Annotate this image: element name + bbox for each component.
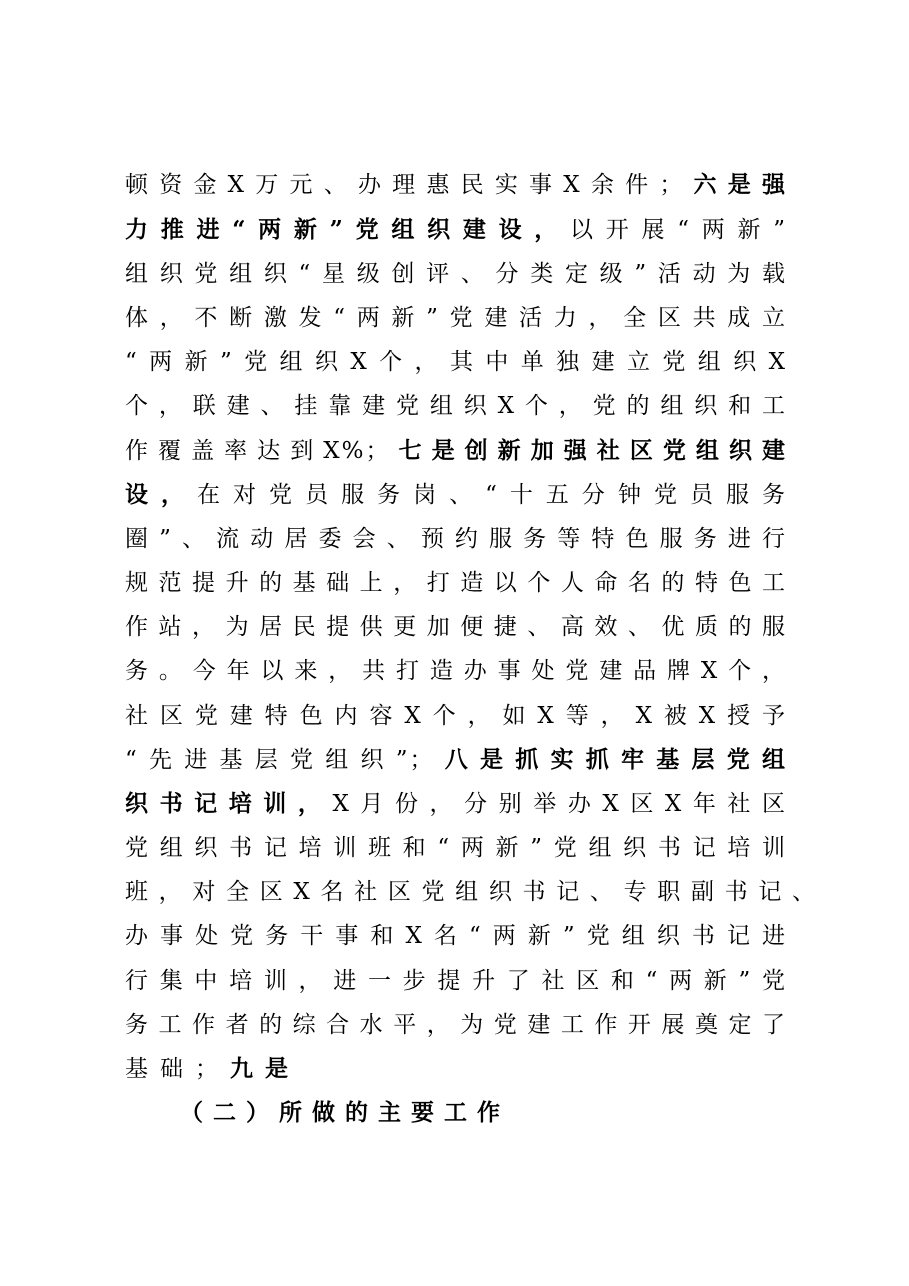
paragraph-line [125,872,817,912]
text-segment: 圈”、流动居委会、预约服务等特色服务进行 [125,526,787,552]
text-segment: 班，对全区X名社区党组织书记、专职副书记、 [125,879,817,905]
text-segment: 体，不断激发“两新”党建活力，全区共成立 [125,305,787,331]
text-segment: 顿资金X万元、办理惠民实事X余件； [125,172,685,198]
paragraph-line [125,651,787,691]
bold-text-segment: 七是创新加强社区党组织建 [390,437,787,464]
bold-text-segment: 织书记培训， [125,790,333,817]
paragraph-line [125,431,787,471]
text-segment: 在对党员服务岗、“十五分钟党员服务 [197,482,787,508]
text-segment: 务工作者的综合水平，为党建工作开展奠定了 [125,1012,787,1038]
paragraph-line [125,298,787,338]
paragraph-line [125,916,787,956]
bold-text-segment: 八是抓实抓牢基层党组 [434,746,787,773]
paragraph-line [125,165,787,205]
section-heading: （二）所做的主要工作 [180,1099,510,1126]
paragraph-line [125,961,787,1001]
paragraph-line [125,1049,787,1089]
text-segment: 行集中培训，进一步提升了社区和“两新”党 [125,968,787,994]
text-segment: 作站，为居民提供更加便捷、高效、优质的服 [125,614,787,640]
paragraph-line [125,254,787,294]
bold-text-segment: 力推进“两新”党组织建设， [125,216,571,243]
text-segment: 规范提升的基础上，打造以个人命名的特色工 [125,570,787,596]
paragraph-line [125,696,787,736]
paragraph-line [125,607,787,647]
text-segment: 个，联建、挂靠建党组织X个，党的组织和工 [125,393,787,419]
paragraph-line [125,1005,787,1045]
text-segment: 社区党建特色内容X个，如X等，X被X授予 [125,703,787,729]
bold-text-segment: 六是强 [684,171,787,198]
paragraph-line [125,740,787,780]
bold-text-segment: 设， [125,481,198,508]
paragraph-line [125,828,787,868]
bold-text-segment: 九是 [230,1055,300,1082]
text-segment: 组织党组织“星级创评、分类定级”活动为载 [125,261,787,287]
text-segment: 基础； [125,1056,230,1082]
paragraph-line [125,342,787,382]
text-segment: 作覆盖率达到X%； [125,438,391,464]
paragraph-line [125,210,787,250]
text-segment: 以开展“两新” [570,217,787,243]
text-segment: 党组织书记培训班和“两新”党组织书记培训 [125,835,787,861]
paragraph-line [125,784,787,824]
paragraph-line [125,519,787,559]
text-segment: “先进基层党组织”； [125,747,435,773]
text-segment: “两新”党组织X个，其中单独建立党组织X [125,349,787,375]
text-segment: X月份，分别举办X区X年社区 [332,791,788,817]
text-segment: 办事处党务干事和X名“两新”党组织书记进 [125,923,787,949]
paragraph-line [125,475,787,515]
paragraph-line [125,386,787,426]
text-segment: 务。今年以来，共打造办事处党建品牌X个， [125,658,787,684]
paragraph-line [125,563,787,603]
